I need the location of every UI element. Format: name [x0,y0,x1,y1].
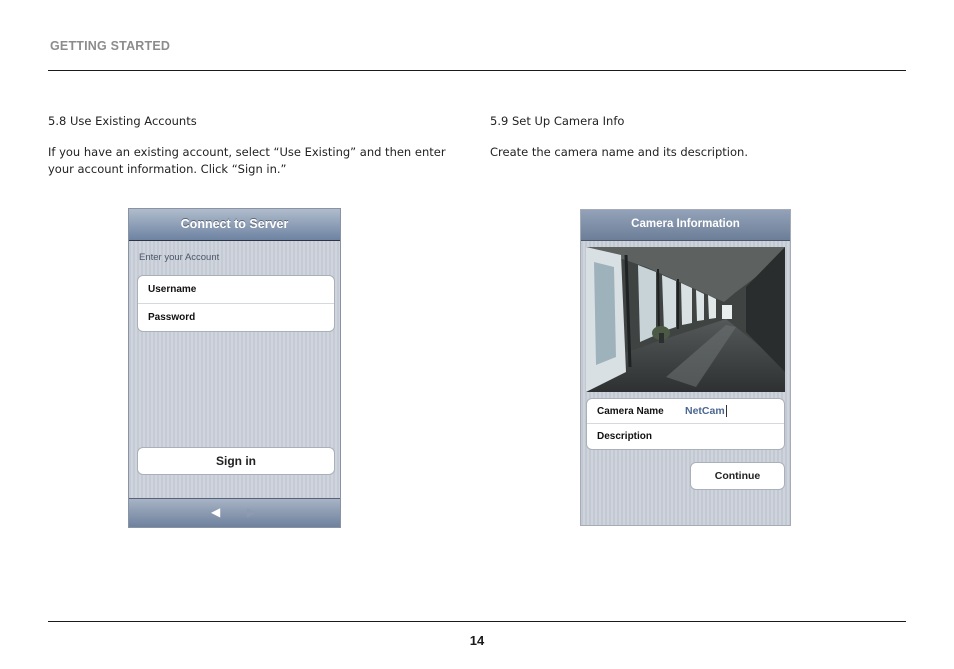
forward-arrow-icon[interactable]: ▶ [247,505,257,519]
text-cursor [726,405,727,417]
bottom-toolbar [129,498,340,527]
section-text-5-8-line2: your account information. Click “Sign in.” [48,162,287,176]
connect-to-server-screenshot [128,208,341,528]
camera-name-label: Camera Name [597,406,664,417]
bottom-divider [48,621,906,622]
username-field[interactable]: Username [138,276,334,304]
camera-name-value[interactable]: NetCam [685,405,725,417]
page-number: 14 [469,633,485,648]
section-text-5-9: Create the camera name and its description. [490,145,748,159]
camera-preview-image [586,247,785,392]
section-heading-5-9: 5.9 Set Up Camera Info [490,114,625,128]
section-text-5-8-line1: If you have an existing account, select “Use Existing” and then enter [48,145,446,159]
account-form [137,275,335,332]
continue-button[interactable]: Continue [690,462,785,490]
sign-in-button[interactable]: Sign in [137,447,335,475]
top-divider [48,70,906,71]
camera-nav-title: Camera Information [581,210,790,241]
camera-info-form [586,398,785,450]
password-field[interactable]: Password [148,312,196,323]
connect-nav-title: Connect to Server [129,209,340,241]
description-field[interactable]: Description [597,431,653,442]
camera-name-field[interactable] [587,399,784,424]
section-heading-5-8: 5.8 Use Existing Accounts [48,114,197,128]
section-title: GETTING STARTED [50,39,171,53]
back-arrow-icon[interactable]: ◀ [211,505,221,519]
enter-account-hint: Enter your Account [139,252,220,263]
camera-information-screenshot [580,209,791,526]
